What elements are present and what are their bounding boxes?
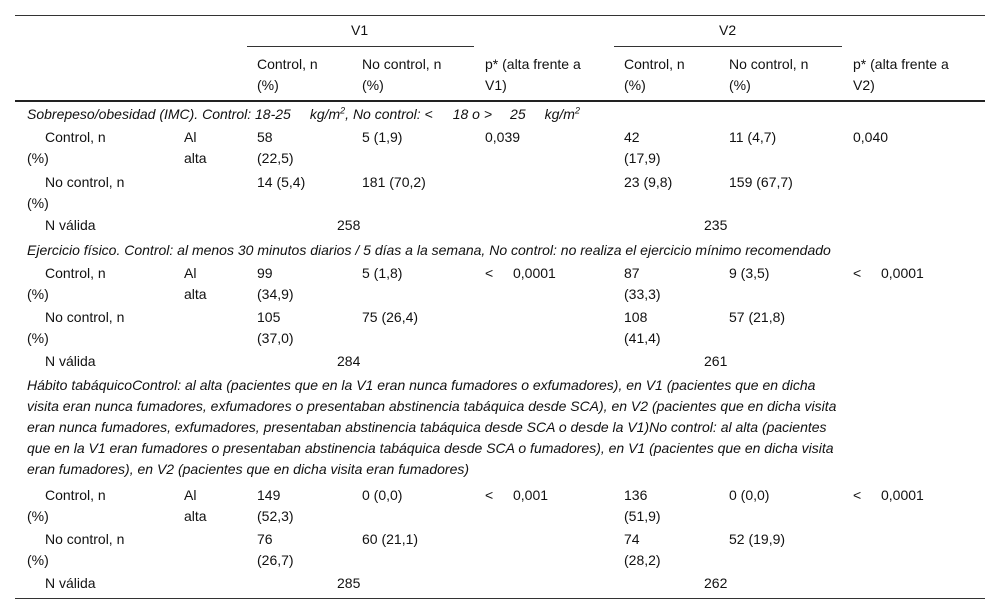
col-p-v1-l2: V1) xyxy=(485,77,507,93)
col-v2-nocontrol-l1: No control, n xyxy=(729,56,809,72)
cell: 149 xyxy=(257,487,281,503)
v1-header: V1 xyxy=(351,22,369,38)
row-label-nocontrol-l2: (%) xyxy=(27,330,49,346)
cell: 159 (67,7) xyxy=(729,174,793,190)
table-top-rule xyxy=(15,15,985,16)
cell: 136 xyxy=(624,487,648,503)
v2-header: V2 xyxy=(719,22,737,38)
row-label-al-l2: alta xyxy=(184,508,207,524)
cell: 76 xyxy=(257,531,273,547)
p-value-symbol: < xyxy=(485,487,494,503)
p-value-symbol: < xyxy=(853,265,862,281)
cell: (52,3) xyxy=(257,508,294,524)
cell: 74 xyxy=(624,531,640,547)
section-title-tabaco-l3: eran nunca fumadores, exfumadores, presentaban abstinencia tabáquica desde SCA o desde la V1)No control: al alta (pacientes xyxy=(27,419,827,435)
p-value-symbol: < xyxy=(853,487,862,503)
row-label-n-valida: N válida xyxy=(45,217,96,233)
n-valida-v1: 258 xyxy=(337,217,361,233)
p-value: 0,039 xyxy=(485,129,521,145)
col-v1-nocontrol-l1: No control, n xyxy=(362,56,442,72)
cell: (33,3) xyxy=(624,286,661,302)
cell: 9 (3,5) xyxy=(729,265,770,281)
row-label-al-l1: Al xyxy=(184,265,197,281)
cell: 57 (21,8) xyxy=(729,309,786,325)
p-value: 0,040 xyxy=(853,129,889,145)
p-value: 0,001 xyxy=(513,487,549,503)
col-v1-control-l1: Control, n xyxy=(257,56,318,72)
table-bottom-rule xyxy=(15,598,985,599)
p-value: 0,0001 xyxy=(881,265,924,281)
v2-group-rule xyxy=(614,46,842,47)
cell: 181 (70,2) xyxy=(362,174,426,190)
section-title-ejercicio: Ejercicio físico. Control: al menos 30 minutos diarios / 5 días a la semana, No control: no realiza el ejercicio mínimo recomendado xyxy=(27,242,831,258)
cell: 5 (1,8) xyxy=(362,265,403,281)
cell: 52 (19,9) xyxy=(729,531,786,547)
section-title-imc: Sobrepeso/obesidad (IMC). Control: 18-25 $kg/m^2$, No control: < 18 o > 25 $kg/m^2$ xyxy=(27,105,580,122)
p-value: 0,0001 xyxy=(881,487,924,503)
col-v1-nocontrol-l2: (%) xyxy=(362,77,384,93)
col-v1-control-l2: (%) xyxy=(257,77,279,93)
col-p-v2-l2: V2) xyxy=(853,77,875,93)
row-label-n-valida: N válida xyxy=(45,575,96,591)
row-label-al-l1: Al xyxy=(184,487,197,503)
col-v2-nocontrol-l2: (%) xyxy=(729,77,751,93)
cell: 11 (4,7) xyxy=(729,129,777,145)
row-label-al-l1: Al xyxy=(184,129,197,145)
v1-group-rule xyxy=(247,46,474,47)
cell: 99 xyxy=(257,265,273,281)
cell: 14 (5,4) xyxy=(257,174,306,190)
row-label-nocontrol-l2: (%) xyxy=(27,552,49,568)
row-label-nocontrol-l2: (%) xyxy=(27,195,49,211)
cell: (37,0) xyxy=(257,330,294,346)
row-label-n-valida: N válida xyxy=(45,353,96,369)
row-label-control-l1: Control, n xyxy=(45,265,106,281)
row-label-nocontrol-l1: No control, n xyxy=(45,174,125,190)
col-v2-control-l1: Control, n xyxy=(624,56,685,72)
cell: (34,9) xyxy=(257,286,294,302)
n-valida-v2: 261 xyxy=(704,353,728,369)
col-p-v2-l1: p* (alta frente a xyxy=(853,56,949,72)
cell: (41,4) xyxy=(624,330,661,346)
row-label-nocontrol-l1: No control, n xyxy=(45,531,125,547)
row-label-al-l2: alta xyxy=(184,286,207,302)
row-label-control-l2: (%) xyxy=(27,508,49,524)
n-valida-v2: 235 xyxy=(704,217,728,233)
cell: 5 (1,9) xyxy=(362,129,403,145)
section-title-tabaco-l4: que en la V1 eran fumadores o presentaban abstinencia tabáquica desde SCA o fumadores), en V1 (pacientes que en dicha visita xyxy=(27,440,834,456)
cell: (17,9) xyxy=(624,150,661,166)
col-p-v1-l1: p* (alta frente a xyxy=(485,56,581,72)
cell: 87 xyxy=(624,265,640,281)
p-value: 0,0001 xyxy=(513,265,556,281)
section-title-tabaco-l5: eran fumadores), en V2 (pacientes que en dicha visita eran fumadores) xyxy=(27,461,470,477)
row-label-al-l2: alta xyxy=(184,150,207,166)
cell: (51,9) xyxy=(624,508,661,524)
row-label-control-l1: Control, n xyxy=(45,129,106,145)
cell: 108 xyxy=(624,309,648,325)
cell: 23 (9,8) xyxy=(624,174,673,190)
n-valida-v1: 285 xyxy=(337,575,361,591)
cell: 58 xyxy=(257,129,273,145)
cell: (28,2) xyxy=(624,552,661,568)
cell: 42 xyxy=(624,129,640,145)
section-title-tabaco-l2: visita eran nunca fumadores, exfumadores o presentaban abstinencia tabáquica desde SCA), en V2 (pacientes que en dicha visita xyxy=(27,398,837,414)
n-valida-v1: 284 xyxy=(337,353,361,369)
cell: 0 (0,0) xyxy=(729,487,770,503)
cell: (22,5) xyxy=(257,150,294,166)
row-label-control-l1: Control, n xyxy=(45,487,106,503)
cell: (26,7) xyxy=(257,552,294,568)
p-value-symbol: < xyxy=(485,265,494,281)
header-bottom-rule xyxy=(15,100,985,102)
cell: 75 (26,4) xyxy=(362,309,419,325)
cell: 0 (0,0) xyxy=(362,487,403,503)
cell: 105 xyxy=(257,309,281,325)
row-label-control-l2: (%) xyxy=(27,150,49,166)
col-v2-control-l2: (%) xyxy=(624,77,646,93)
cell: 60 (21,1) xyxy=(362,531,419,547)
row-label-nocontrol-l1: No control, n xyxy=(45,309,125,325)
row-label-control-l2: (%) xyxy=(27,286,49,302)
section-title-tabaco-l1: Hábito tabáquicoControl: al alta (pacientes que en la V1 eran nunca fumadores o exfumadores), en V1 (pacientes que en dicha xyxy=(27,377,816,393)
n-valida-v2: 262 xyxy=(704,575,728,591)
